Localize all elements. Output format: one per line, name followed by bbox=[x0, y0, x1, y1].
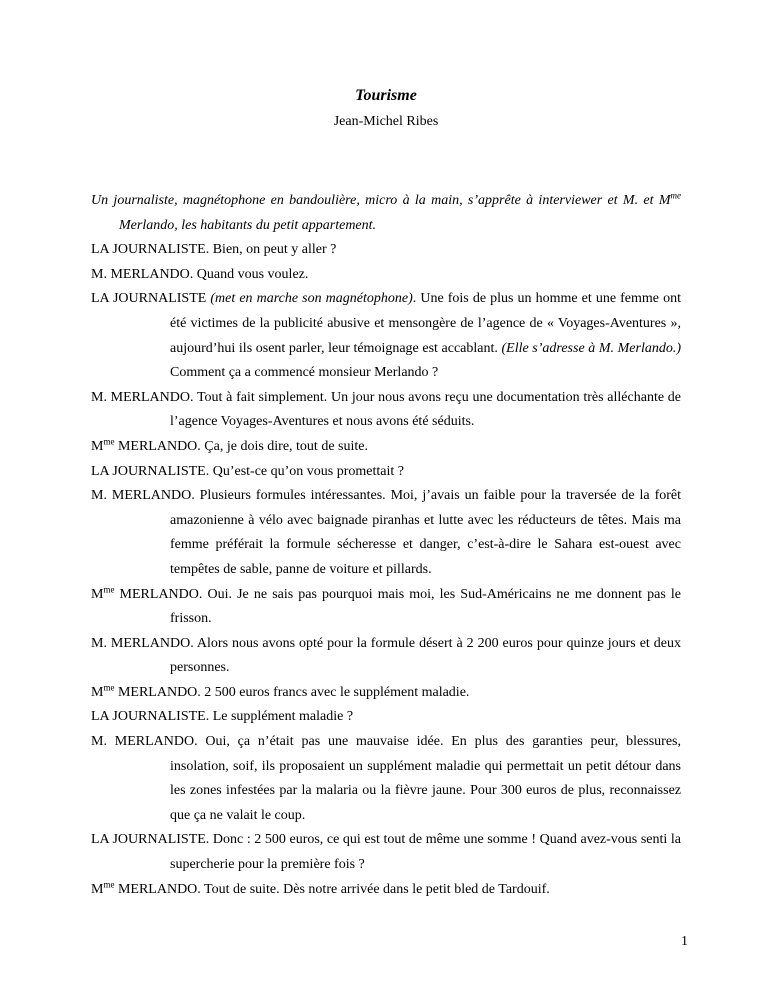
superscript-text: me bbox=[103, 436, 115, 447]
dialogue-paragraph bbox=[91, 287, 681, 385]
dialogue-paragraph bbox=[91, 632, 681, 681]
text-run: M. MERLANDO. Alors nous avons opté pour la formule désert à 2 200 euros pour quinze jours et deux personnes. bbox=[91, 635, 681, 676]
text-run: MERLANDO. Oui. Je ne sais pas pourquoi mais moi, les Sud-Américains ne me donnent pas le frisson. bbox=[114, 586, 681, 627]
stage-direction bbox=[91, 189, 681, 238]
text-run: MERLANDO. Tout de suite. Dès notre arrivée dans le petit bled de Tardouif. bbox=[114, 881, 550, 897]
text-run: M bbox=[91, 586, 104, 602]
dialogue-paragraph bbox=[91, 681, 681, 706]
text-run: MERLANDO. 2 500 euros francs avec le supplément maladie. bbox=[114, 684, 470, 700]
text-run: (Elle s’adresse à M. Merlando.) bbox=[501, 340, 682, 356]
dialogue-paragraph bbox=[91, 238, 681, 263]
text-run: M. MERLANDO. Plusieurs formules intéressantes. Moi, j’avais un faible pour la traversée de la forêt amazonienne à vélo avec baignade piranhas et lutte avec les réducteurs de têtes. Mais ma femme préférait la formule sécheresse et danger, c’est-à-dire le Sahara est-ouest avec tempêtes de sable, panne de voiture et pillards. bbox=[91, 488, 681, 577]
text-run: M. MERLANDO. Quand vous voulez. bbox=[91, 266, 309, 282]
text-run: M. MERLANDO. Tout à fait simplement. Un jour nous avons reçu une documentation très alléchante de l’agence Voyages-Aventures et nous avons été séduits. bbox=[91, 389, 681, 430]
superscript-text: me bbox=[103, 583, 115, 594]
text-run: MERLANDO. Ça, je dois dire, tout de suite. bbox=[114, 438, 368, 454]
superscript-text: me bbox=[103, 682, 115, 693]
text-run: Un journaliste, magnétophone en bandoulière, micro à la main, s’apprête à interviewer et M. et M bbox=[91, 193, 671, 208]
dialogue-paragraph bbox=[91, 435, 681, 460]
text-run: M. MERLANDO. Oui, ça n’était pas une mauvaise idée. En plus des garanties peur, blessures, insolation, soif, ils proposaient un supplément maladie qui permettait un petit détour dans les zones infestées par la malaria ou la fièvre jaune. Pour 300 euros de plus, reconnaissez que ça ne valait le coup. bbox=[91, 734, 681, 823]
dialogue-paragraph bbox=[91, 484, 681, 582]
page-number: 1 bbox=[681, 934, 688, 949]
superscript-text: me bbox=[670, 190, 681, 201]
dialogue-paragraph bbox=[91, 705, 681, 730]
dialogue-paragraph bbox=[91, 828, 681, 877]
dialogue-paragraph bbox=[91, 878, 681, 903]
text-run: Merlando, les habitants du petit appartement. bbox=[119, 217, 377, 233]
text-run: M bbox=[91, 438, 104, 454]
page-title: Tourisme bbox=[355, 87, 417, 104]
dialogue-paragraph bbox=[91, 386, 681, 435]
script-body bbox=[91, 189, 681, 902]
text-run: LA JOURNALISTE. Qu’est-ce qu’on vous promettait ? bbox=[91, 463, 404, 479]
text-run: Comment ça a commencé monsieur Merlando ? bbox=[170, 365, 439, 381]
text-run: LA JOURNALISTE. Donc : 2 500 euros, ce qui est tout de même une somme ! Quand avez-vous senti la supercherie pour la première fois ? bbox=[91, 832, 681, 873]
dialogue-paragraph bbox=[91, 730, 681, 828]
author-name: Jean-Michel Ribes bbox=[333, 114, 439, 129]
text-run: (met en marche son magnétophone) bbox=[210, 291, 413, 307]
text-run: . Une fois de plus un homme et une femme ont été victimes de la publicité abusive et mensongère de l’agence de « Voyages-Aventures », aujourd’hui ils osent parler, leur témoignage est accablant. bbox=[170, 291, 681, 356]
dialogue-paragraph bbox=[91, 583, 681, 632]
text-run: M bbox=[91, 684, 104, 700]
dialogue-paragraph bbox=[91, 263, 681, 288]
text-run: LA JOURNALISTE bbox=[91, 291, 211, 307]
page-content bbox=[91, 0, 681, 902]
text-run: M bbox=[91, 881, 104, 897]
superscript-text: me bbox=[103, 878, 115, 889]
text-run: LA JOURNALISTE. Le supplément maladie ? bbox=[91, 709, 354, 725]
text-run: LA JOURNALISTE. Bien, on peut y aller ? bbox=[91, 242, 337, 258]
dialogue-paragraph bbox=[91, 460, 681, 485]
